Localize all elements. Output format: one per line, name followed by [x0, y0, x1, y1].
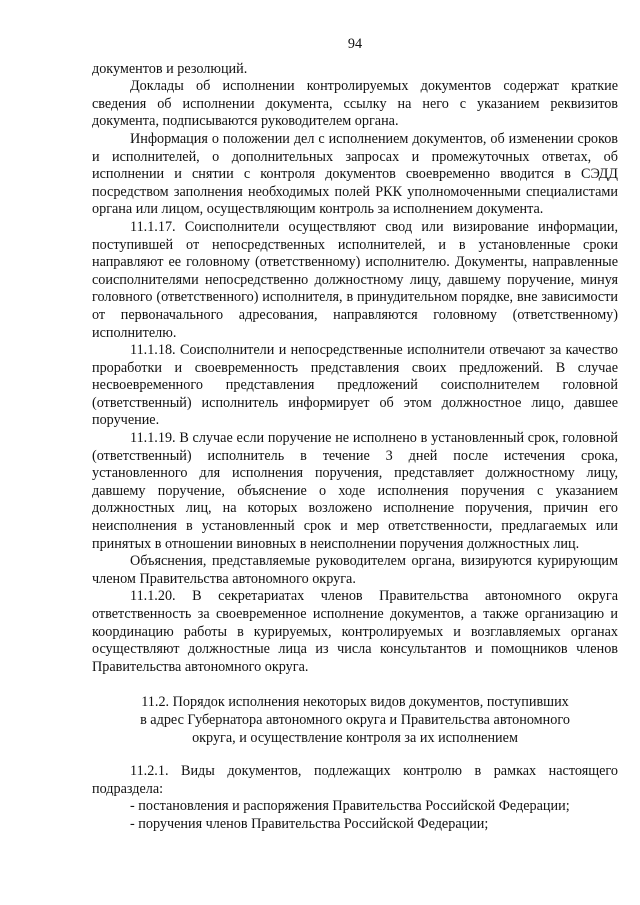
document-types-list	[92, 798, 618, 833]
paragraph-11-1-19: 11.1.19. В случае если поручение не исполнено в установленный срок, головной (ответственный) исполнитель в течение 3 дней после истечения срока, установленного для исполнения поручения, представляет должностному лицу, давшему поручение, объяснение о ходе исполнения поручения с указанием должностных лиц, на которых возложено исполнение поручения, причин его неисполнения в установленный срок и мер ответственности, предлагаемых или принятых в отношении виновных в неисполнении поручения должностных лиц.	[92, 430, 618, 552]
paragraph-reports: Доклады об исполнении контролируемых документов содержат краткие сведения об исполнении документа, ссылку на него с указанием реквизитов документа, подписываются руководителем органа.	[92, 78, 618, 130]
section-heading-11-2	[92, 694, 618, 747]
section-heading-line-3: округа, и осуществление контроля за их исполнением	[192, 729, 518, 746]
paragraph-continuation: документов и резолюций.	[92, 60, 248, 77]
page-number: 94	[347, 36, 363, 52]
list-item: - поручения членов Правительства Российской Федерации;	[130, 815, 489, 832]
paragraph-explanations: Объяснения, представляемые руководителем органа, визируются курирующим членом Правительства автономного округа.	[92, 553, 618, 587]
paragraph-11-1-17: 11.1.17. Соисполнители осуществляют свод или визирование информации, поступившей от непосредственных исполнителей, и в установленные сроки направляют ее головному (ответственному) исполнителю. Документы, направленные соисполнителями непосредственно должностному лицу, давшему поручение, минуя головного (ответственного) исполнителя, в принудительном порядке, вне зависимости от первоначального адресования, направляются головному (ответственному) исполнителю.	[92, 218, 618, 341]
paragraph-11-1-20: 11.1.20. В секретариатах членов Правительства автономного округа ответственность за своевременное исполнение документов, а также организацию и координацию работы в курируемых, контролируемых и возглавляемых органах осуществляют должностные лица из числа консультантов и помощников членов Правительства автономного округа.	[92, 588, 618, 675]
section-heading-line-1: 11.2. Порядок исполнения некоторых видов документов, поступивших	[141, 694, 569, 711]
section-heading-line-2: в адрес Губернатора автономного округа и Правительства автономного	[140, 711, 570, 728]
paragraph-11-1-18: 11.1.18. Соисполнители и непосредственные исполнители отвечают за качество проработки и своевременность представления своих предложений. В случае несвоевременного представления предложений соисполнителем головной (ответственный) исполнитель информирует об этом должностное лицо, давшее поручение.	[92, 342, 618, 429]
list-item: - постановления и распоряжения Правительства Российской Федерации;	[130, 798, 570, 815]
paragraph-11-2-1: 11.2.1. Виды документов, подлежащих контролю в рамках настоящего подраздела:	[92, 763, 618, 797]
paragraph-information: Информация о положении дел с исполнением документов, об изменении сроков и исполнителей, о дополнительных запросах и промежуточных ответах, об исполнении и снятии с контроля документов своевременно вводится в СЭДД посредством заполнения необходимых полей РКК уполномоченными специалистами органа или лицом, осуществляющим контроль за исполнением документа.	[92, 130, 618, 218]
